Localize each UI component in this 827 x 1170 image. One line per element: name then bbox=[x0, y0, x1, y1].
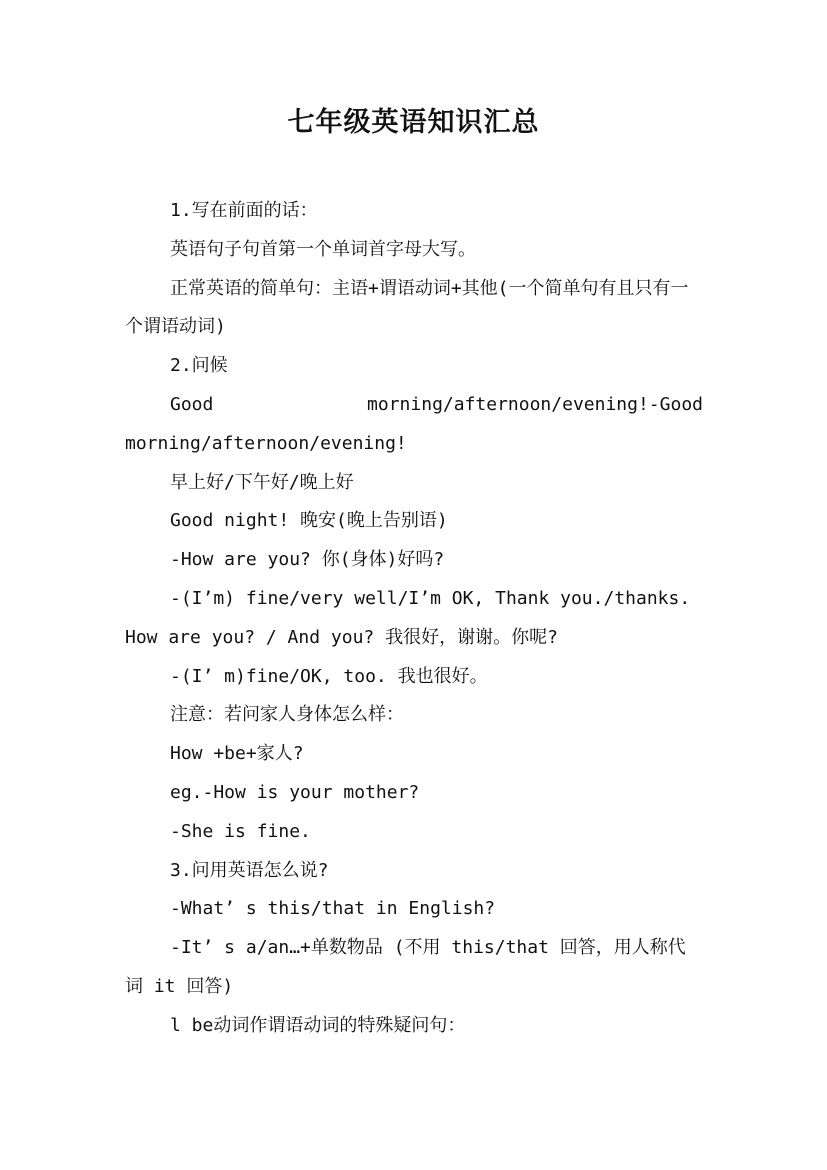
paragraph-whats-this: -What’ s this/that in English? bbox=[170, 898, 496, 920]
paragraph-example-mother: eg.-How is your mother? bbox=[170, 781, 420, 803]
paragraph-note-family: 注意：若问家人身体怎么样： bbox=[170, 704, 404, 726]
paragraph-good-morning-line2: morning/afternoon/evening! bbox=[125, 432, 407, 454]
paragraph-good-night: Good night! 晚安(晚上告别语) bbox=[170, 510, 448, 532]
paragraph-good-morning-line1: Good morning/afternoon/evening!-Good bbox=[170, 393, 703, 415]
paragraph-how-are-you: -How are you? 你(身体)好吗? bbox=[170, 549, 445, 571]
paragraph-its-a-an: -It’ s a/an…+单数物品 (不用 this/that 回答，用人称代词 it 回答) bbox=[125, 937, 686, 997]
paragraph-fine-thanks: -(I’m) fine/very well/I’m OK, Thank you./thanks. How are you? / And you? 我很好，谢谢。你呢? bbox=[125, 587, 691, 648]
paragraph-simple-sentence-rule: 正常英语的简单句：主语+谓语动词+其他(一个简单句有且只有一个谓语动词) bbox=[125, 277, 689, 338]
paragraph-good-morning-translation: 早上好/下午好/晚上好 bbox=[170, 471, 354, 493]
paragraph-greetings-heading: 2.问候 bbox=[170, 355, 228, 377]
paragraph-she-is-fine: -She is fine. bbox=[170, 820, 311, 842]
paragraph-foreword-heading: 1.写在前面的话： bbox=[170, 200, 318, 221]
paragraph-be-verb-question: l be动词作谓语动词的特殊疑问句： bbox=[170, 1014, 466, 1036]
document-body bbox=[125, 192, 703, 1046]
document-title: 七年级英语知识汇总 bbox=[287, 107, 540, 138]
paragraph-english-heading: 3.问用英语怎么说? bbox=[170, 859, 329, 881]
paragraph-fine-too: -(I’ m)fine/OK, too. 我也很好。 bbox=[170, 665, 488, 687]
paragraph-capitalization-rule: 英语句子句首第一个单词首字母大写。 bbox=[170, 238, 476, 260]
paragraph-how-be-family: How +be+家人? bbox=[170, 743, 304, 765]
